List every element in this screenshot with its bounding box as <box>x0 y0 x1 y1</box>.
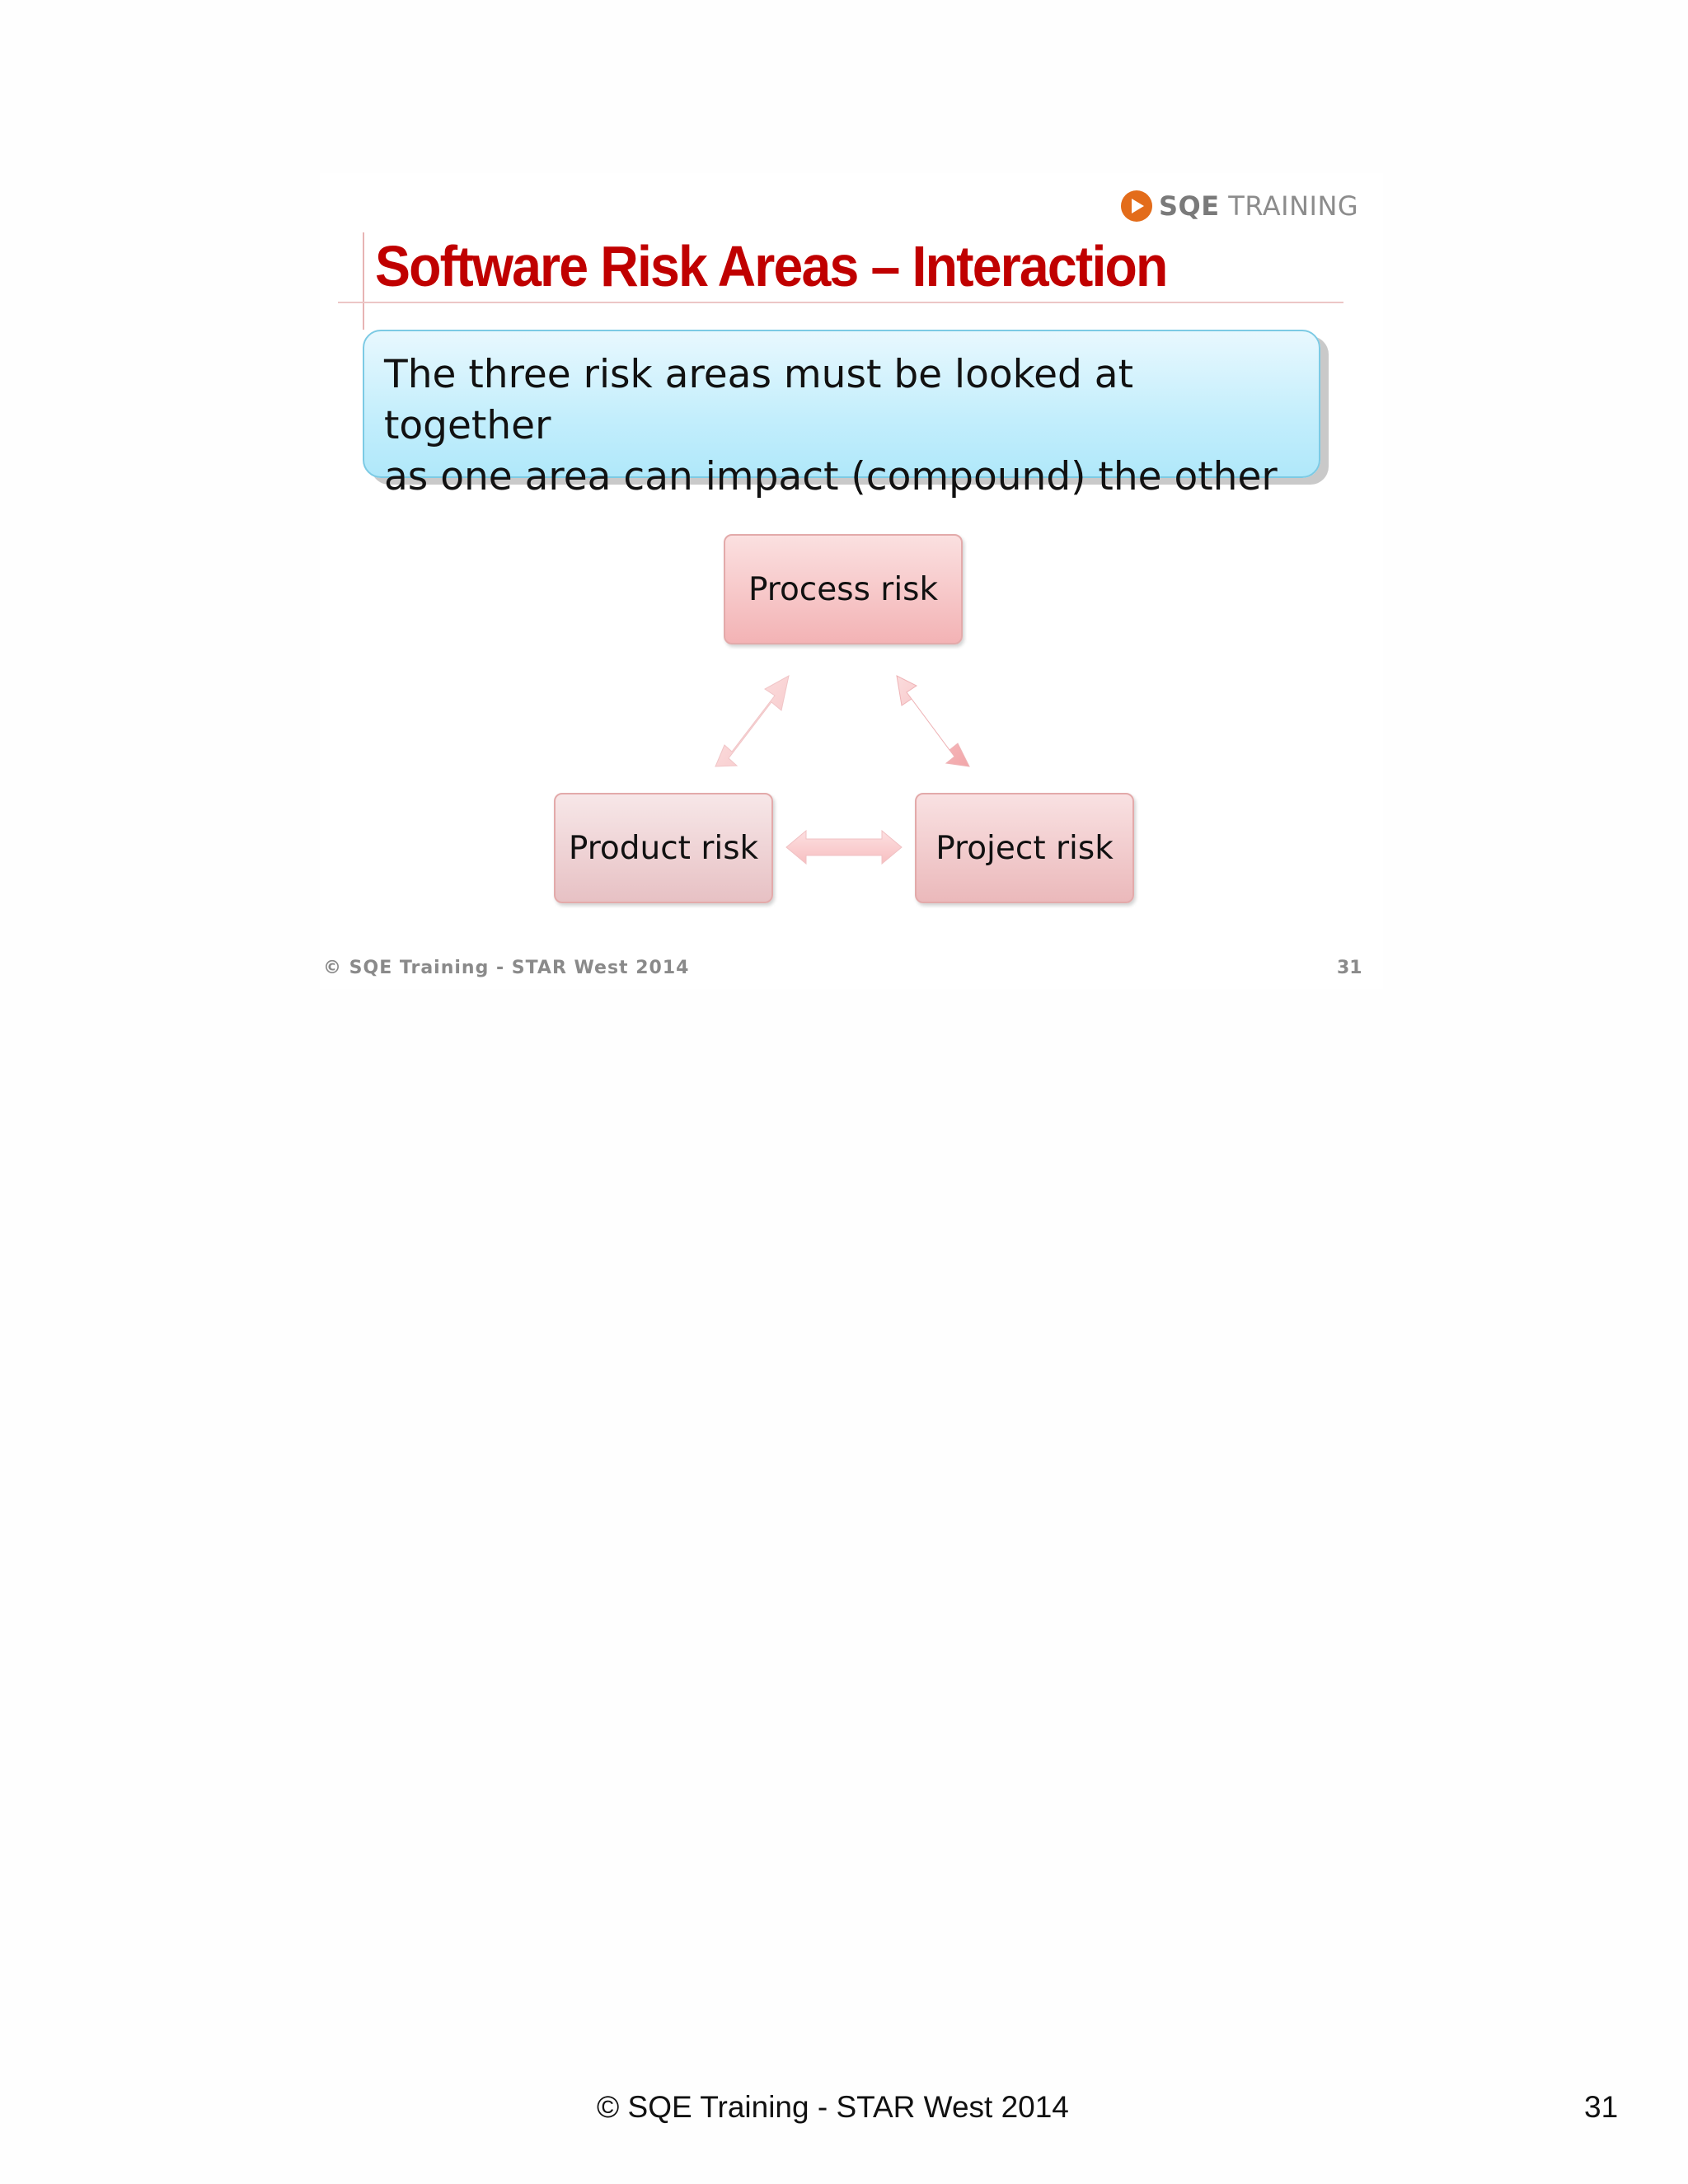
process-risk-node: Process risk <box>724 534 963 644</box>
title-vertical-rule <box>363 232 364 330</box>
title-horizontal-rule <box>338 302 1343 303</box>
page-number: 31 <box>1584 2090 1619 2124</box>
project-risk-node: Project risk <box>915 793 1134 903</box>
slide-title: Software Risk Areas – Interaction <box>375 234 1167 298</box>
logo-brand-light: TRAINING <box>1228 190 1359 222</box>
page-footer-copyright: © SQE Training - STAR West 2014 <box>597 2090 1069 2124</box>
slide-footer-number: 31 <box>1337 958 1362 978</box>
sqe-training-logo <box>1121 188 1358 224</box>
product-risk-node: Product risk <box>554 793 773 903</box>
callout-text: The three risk areas must be looked at together as one area can impact (compound) the other <box>384 352 1278 499</box>
logo-brand-bold: SQE <box>1159 190 1220 222</box>
play-icon <box>1121 190 1152 222</box>
logo-text <box>1159 190 1358 222</box>
callout-box <box>363 330 1320 499</box>
slide-footer-copyright: © SQE Training - STAR West 2014 <box>323 958 690 978</box>
